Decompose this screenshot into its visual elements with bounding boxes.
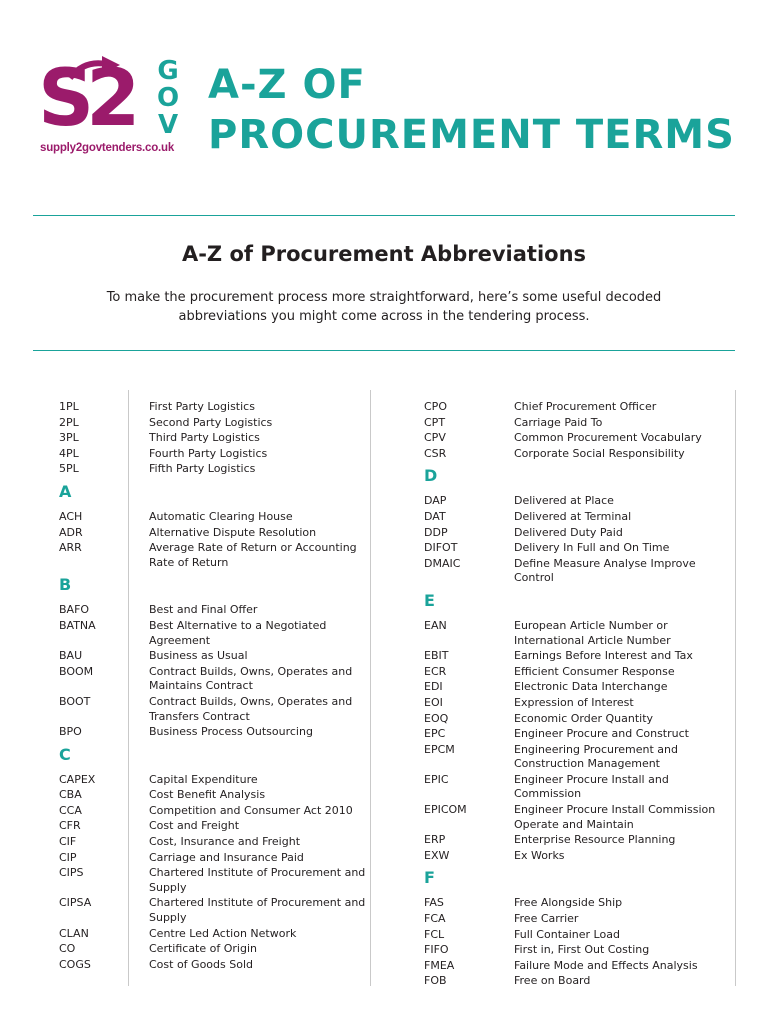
abbreviation: CAPEX: [59, 772, 96, 786]
abbreviation: CPT: [424, 415, 446, 429]
abbreviation-row: [424, 743, 734, 772]
abbreviation-row: [424, 727, 734, 742]
abbreviation: EAN: [424, 618, 447, 632]
abbreviation-meaning: First Party Logistics: [149, 400, 255, 413]
abbreviation-meaning: Fourth Party Logistics: [149, 446, 268, 460]
abbreviation: EOQ: [424, 711, 449, 725]
letter-heading: F: [424, 868, 435, 888]
abbreviation: EXW: [424, 848, 450, 862]
abbreviation-row: [424, 680, 734, 695]
abbreviation-row: [424, 849, 734, 864]
abbreviation-row: [59, 866, 369, 895]
abbreviation-meaning: Engineering Procurement and Construction Management: [514, 742, 678, 771]
abbreviation: EPICOM: [424, 803, 467, 817]
abbreviation-meaning: Failure Mode and Effects Analysis: [514, 958, 698, 972]
logo-url: supply2govtenders.co.uk: [40, 142, 175, 154]
abbreviation-meaning: Automatic Clearing House: [149, 509, 293, 523]
abbreviation-meaning: Average Rate of Return or Accounting Rate of Return: [149, 541, 357, 569]
abbreviation: BOOT: [59, 694, 91, 708]
abbreviation: CIPS: [59, 866, 84, 880]
abbreviation-meaning: First in, First Out Costing: [514, 943, 650, 957]
abbreviation-row: [59, 927, 369, 942]
abbreviation-row: [424, 416, 734, 431]
abbreviation-row: [59, 695, 369, 724]
abbreviations-column-right: [424, 400, 734, 990]
abbreviation-meaning: Corporate Social Responsibility: [514, 446, 685, 460]
abbreviation: DAP: [424, 494, 447, 508]
abbreviation: DMAIC: [424, 556, 461, 570]
abbreviation-meaning: Cost and Freight: [149, 819, 240, 833]
abbreviation-meaning: Economic Order Quantity: [514, 711, 654, 725]
abbreviation-meaning: Efficient Consumer Response: [514, 664, 675, 678]
abbreviation-meaning: Best and Final Offer: [149, 603, 258, 617]
divider-bottom: [33, 350, 735, 351]
s2gov-logo: [38, 56, 186, 160]
abbreviation: COGS: [59, 957, 91, 971]
abbreviation-meaning: Engineer Procure Install and Commission: [514, 772, 669, 801]
abbreviation: CPV: [424, 431, 446, 445]
abbreviation: FMEA: [424, 958, 455, 972]
abbreviation-meaning: Cost, Insurance and Freight: [149, 835, 301, 849]
abbreviation-row: [59, 603, 369, 618]
abbreviation-row: [59, 958, 369, 973]
abbreviation: 4PL: [59, 446, 79, 460]
abbreviation-row: [424, 712, 734, 727]
abbreviation-meaning: Contract Builds, Owns, Operates and Maintains Contract: [149, 664, 353, 693]
abbreviation-meaning: Earnings Before Interest and Tax: [514, 649, 693, 663]
abbreviation: 2PL: [59, 415, 79, 429]
page-title-line-2: PROCUREMENT TERMS: [208, 112, 735, 158]
abbreviation-meaning: Free Carrier: [514, 912, 579, 926]
abbreviation-meaning: Contract Builds, Owns, Operates and Transfers Contract: [149, 694, 353, 723]
abbreviation-row: [59, 447, 369, 462]
abbreviation: FAS: [424, 896, 444, 910]
abbreviation-row: [424, 943, 734, 958]
intro-text: To make the procurement process more straightforward, here’s some useful decoded abbreviations you might come across in the tendering process.: [106, 290, 662, 324]
abbreviation: ADR: [59, 525, 83, 539]
abbreviation: EPCM: [424, 742, 455, 756]
abbreviation-row: [59, 416, 369, 431]
abbreviation-row: [59, 788, 369, 803]
column-divider-2: [370, 390, 371, 986]
abbreviation-row: [424, 649, 734, 664]
abbreviation-row: [59, 804, 369, 819]
abbreviation-row: [424, 494, 734, 509]
abbreviation: FIFO: [424, 943, 449, 957]
abbreviation-meaning: Free on Board: [514, 974, 591, 988]
abbreviation-row: [59, 665, 369, 694]
section-heading: A-Z of Procurement Abbreviations: [181, 242, 587, 266]
abbreviation: FCA: [424, 912, 446, 926]
abbreviation: ARR: [59, 541, 82, 555]
letter-heading: B: [59, 575, 72, 595]
abbreviations-column-left: [59, 400, 369, 973]
abbreviation: CIP: [59, 850, 77, 864]
abbreviation: 3PL: [59, 431, 79, 445]
abbreviation-row: [59, 510, 369, 525]
abbreviation: FOB: [424, 974, 447, 988]
abbreviation: DDP: [424, 525, 448, 539]
abbreviation: CLAN: [59, 926, 89, 940]
abbreviation-row: [59, 851, 369, 866]
abbreviation-meaning: Business Process Outsourcing: [149, 725, 313, 739]
abbreviation-row: [59, 835, 369, 850]
page-title-line-1: A-Z OF: [208, 62, 366, 108]
abbreviation: BAU: [59, 649, 83, 663]
abbreviation-row: [424, 526, 734, 541]
abbreviation-meaning: Business as Usual: [149, 649, 248, 663]
abbreviation-meaning: Cost Benefit Analysis: [149, 788, 266, 802]
abbreviation: CIPSA: [59, 896, 92, 910]
abbreviation-row: [424, 959, 734, 974]
abbreviation-meaning: Delivered at Terminal: [514, 509, 632, 523]
abbreviation: ACH: [59, 509, 83, 523]
abbreviation-meaning: Define Measure Analyse Improve Control: [514, 556, 696, 585]
abbreviation-row: [424, 665, 734, 680]
abbreviation-row: [59, 462, 369, 477]
abbreviation-row: [59, 541, 369, 570]
abbreviation-row: [59, 725, 369, 740]
logo-gov-v: V: [157, 110, 179, 140]
abbreviation-meaning: Fifth Party Logistics: [149, 462, 256, 476]
abbreviation-row: [424, 912, 734, 927]
abbreviation: ECR: [424, 664, 447, 678]
abbreviation-row: [424, 447, 734, 462]
abbreviation: 5PL: [59, 462, 79, 476]
letter-heading: E: [424, 590, 435, 610]
abbreviation-row: [59, 773, 369, 788]
abbreviation-meaning: Capital Expenditure: [149, 772, 258, 786]
abbreviation-row: [59, 526, 369, 541]
abbreviation-meaning: Certificate of Origin: [149, 942, 257, 956]
abbreviation-row: [59, 896, 369, 925]
abbreviation-row: [424, 541, 734, 556]
abbreviation-meaning: Electronic Data Interchange: [514, 680, 668, 694]
column-divider-3: [735, 390, 736, 986]
abbreviation-row: [424, 833, 734, 848]
abbreviation: BATNA: [59, 618, 96, 632]
abbreviation-meaning: Second Party Logistics: [149, 415, 273, 429]
abbreviation-meaning: Free Alongside Ship: [514, 896, 623, 910]
abbreviation-meaning: European Article Number or International Article Number: [514, 618, 671, 647]
abbreviation: DIFOT: [424, 541, 458, 555]
abbreviation-row: [424, 510, 734, 525]
logo-s2: S2: [38, 54, 133, 144]
abbreviation-row: [59, 619, 369, 648]
abbreviation-meaning: Engineer Procure and Construct: [514, 727, 689, 741]
abbreviation-row: [59, 431, 369, 446]
abbreviation-meaning: Alternative Dispute Resolution: [149, 525, 317, 539]
abbreviation-meaning: Centre Led Action Network: [149, 926, 297, 940]
abbreviation: EPC: [424, 727, 446, 741]
abbreviation-meaning: Expression of Interest: [514, 695, 634, 709]
abbreviation-meaning: Ex Works: [514, 848, 565, 862]
abbreviation-row: [424, 557, 734, 586]
abbreviation-meaning: Full Container Load: [514, 927, 620, 941]
abbreviation: CIF: [59, 835, 77, 849]
letter-heading: D: [424, 466, 438, 486]
abbreviation: 1PL: [59, 400, 79, 413]
abbreviation: BPO: [59, 725, 82, 739]
abbreviation: CCA: [59, 803, 82, 817]
logo-gov-o: O: [156, 83, 180, 113]
abbreviation: EOI: [424, 695, 443, 709]
abbreviation: BOOM: [59, 664, 94, 678]
abbreviation-meaning: Delivered Duty Paid: [514, 525, 623, 539]
abbreviation-row: [424, 696, 734, 711]
abbreviation-row: [424, 896, 734, 911]
abbreviation-meaning: Common Procurement Vocabulary: [514, 431, 702, 445]
abbreviation-row: [424, 773, 734, 802]
abbreviation-row: [424, 619, 734, 648]
abbreviation-meaning: Chartered Institute of Procurement and Supply: [149, 866, 366, 894]
abbreviation-meaning: Best Alternative to a Negotiated Agreement: [149, 618, 327, 647]
abbreviation: CO: [59, 942, 76, 956]
abbreviation: EDI: [424, 680, 443, 694]
abbreviation-row: [424, 431, 734, 446]
abbreviation-meaning: Engineer Procure Install Commission Operate and Maintain: [514, 803, 716, 831]
abbreviation: EBIT: [424, 649, 449, 663]
divider-top: [33, 215, 735, 216]
logo-gov: [154, 58, 182, 139]
abbreviation-meaning: Chartered Institute of Procurement and Supply: [149, 896, 366, 925]
abbreviation-row: [424, 928, 734, 943]
abbreviation-meaning: Cost of Goods Sold: [149, 957, 253, 971]
abbreviation: CFR: [59, 819, 81, 833]
abbreviation-row: [59, 819, 369, 834]
abbreviation: CPO: [424, 400, 447, 413]
letter-heading: A: [59, 481, 72, 501]
abbreviation: ERP: [424, 833, 446, 847]
abbreviation-meaning: Delivery In Full and On Time: [514, 541, 670, 555]
abbreviation-row: [424, 400, 734, 415]
abbreviation-meaning: Carriage Paid To: [514, 415, 603, 429]
abbreviation: CBA: [59, 788, 82, 802]
abbreviation-meaning: Enterprise Resource Planning: [514, 833, 676, 847]
abbreviation-row: [59, 942, 369, 957]
abbreviation-meaning: Competition and Consumer Act 2010: [149, 803, 353, 817]
abbreviation-row: [424, 974, 734, 989]
letter-heading: C: [59, 744, 71, 764]
abbreviation: FCL: [424, 927, 445, 941]
abbreviation: BAFO: [59, 603, 90, 617]
abbreviation-row: [59, 649, 369, 664]
abbreviation-row: [59, 400, 369, 415]
logo-gov-g: G: [157, 56, 179, 86]
abbreviation-meaning: Third Party Logistics: [149, 431, 260, 445]
abbreviation-meaning: Carriage and Insurance Paid: [149, 850, 304, 864]
abbreviation: CSR: [424, 446, 447, 460]
abbreviation-meaning: Delivered at Place: [514, 494, 614, 508]
abbreviation-meaning: Chief Procurement Officer: [514, 400, 657, 413]
page-title: [208, 60, 735, 160]
abbreviation: DAT: [424, 509, 446, 523]
abbreviation: EPIC: [424, 772, 449, 786]
abbreviation-row: [424, 803, 734, 832]
